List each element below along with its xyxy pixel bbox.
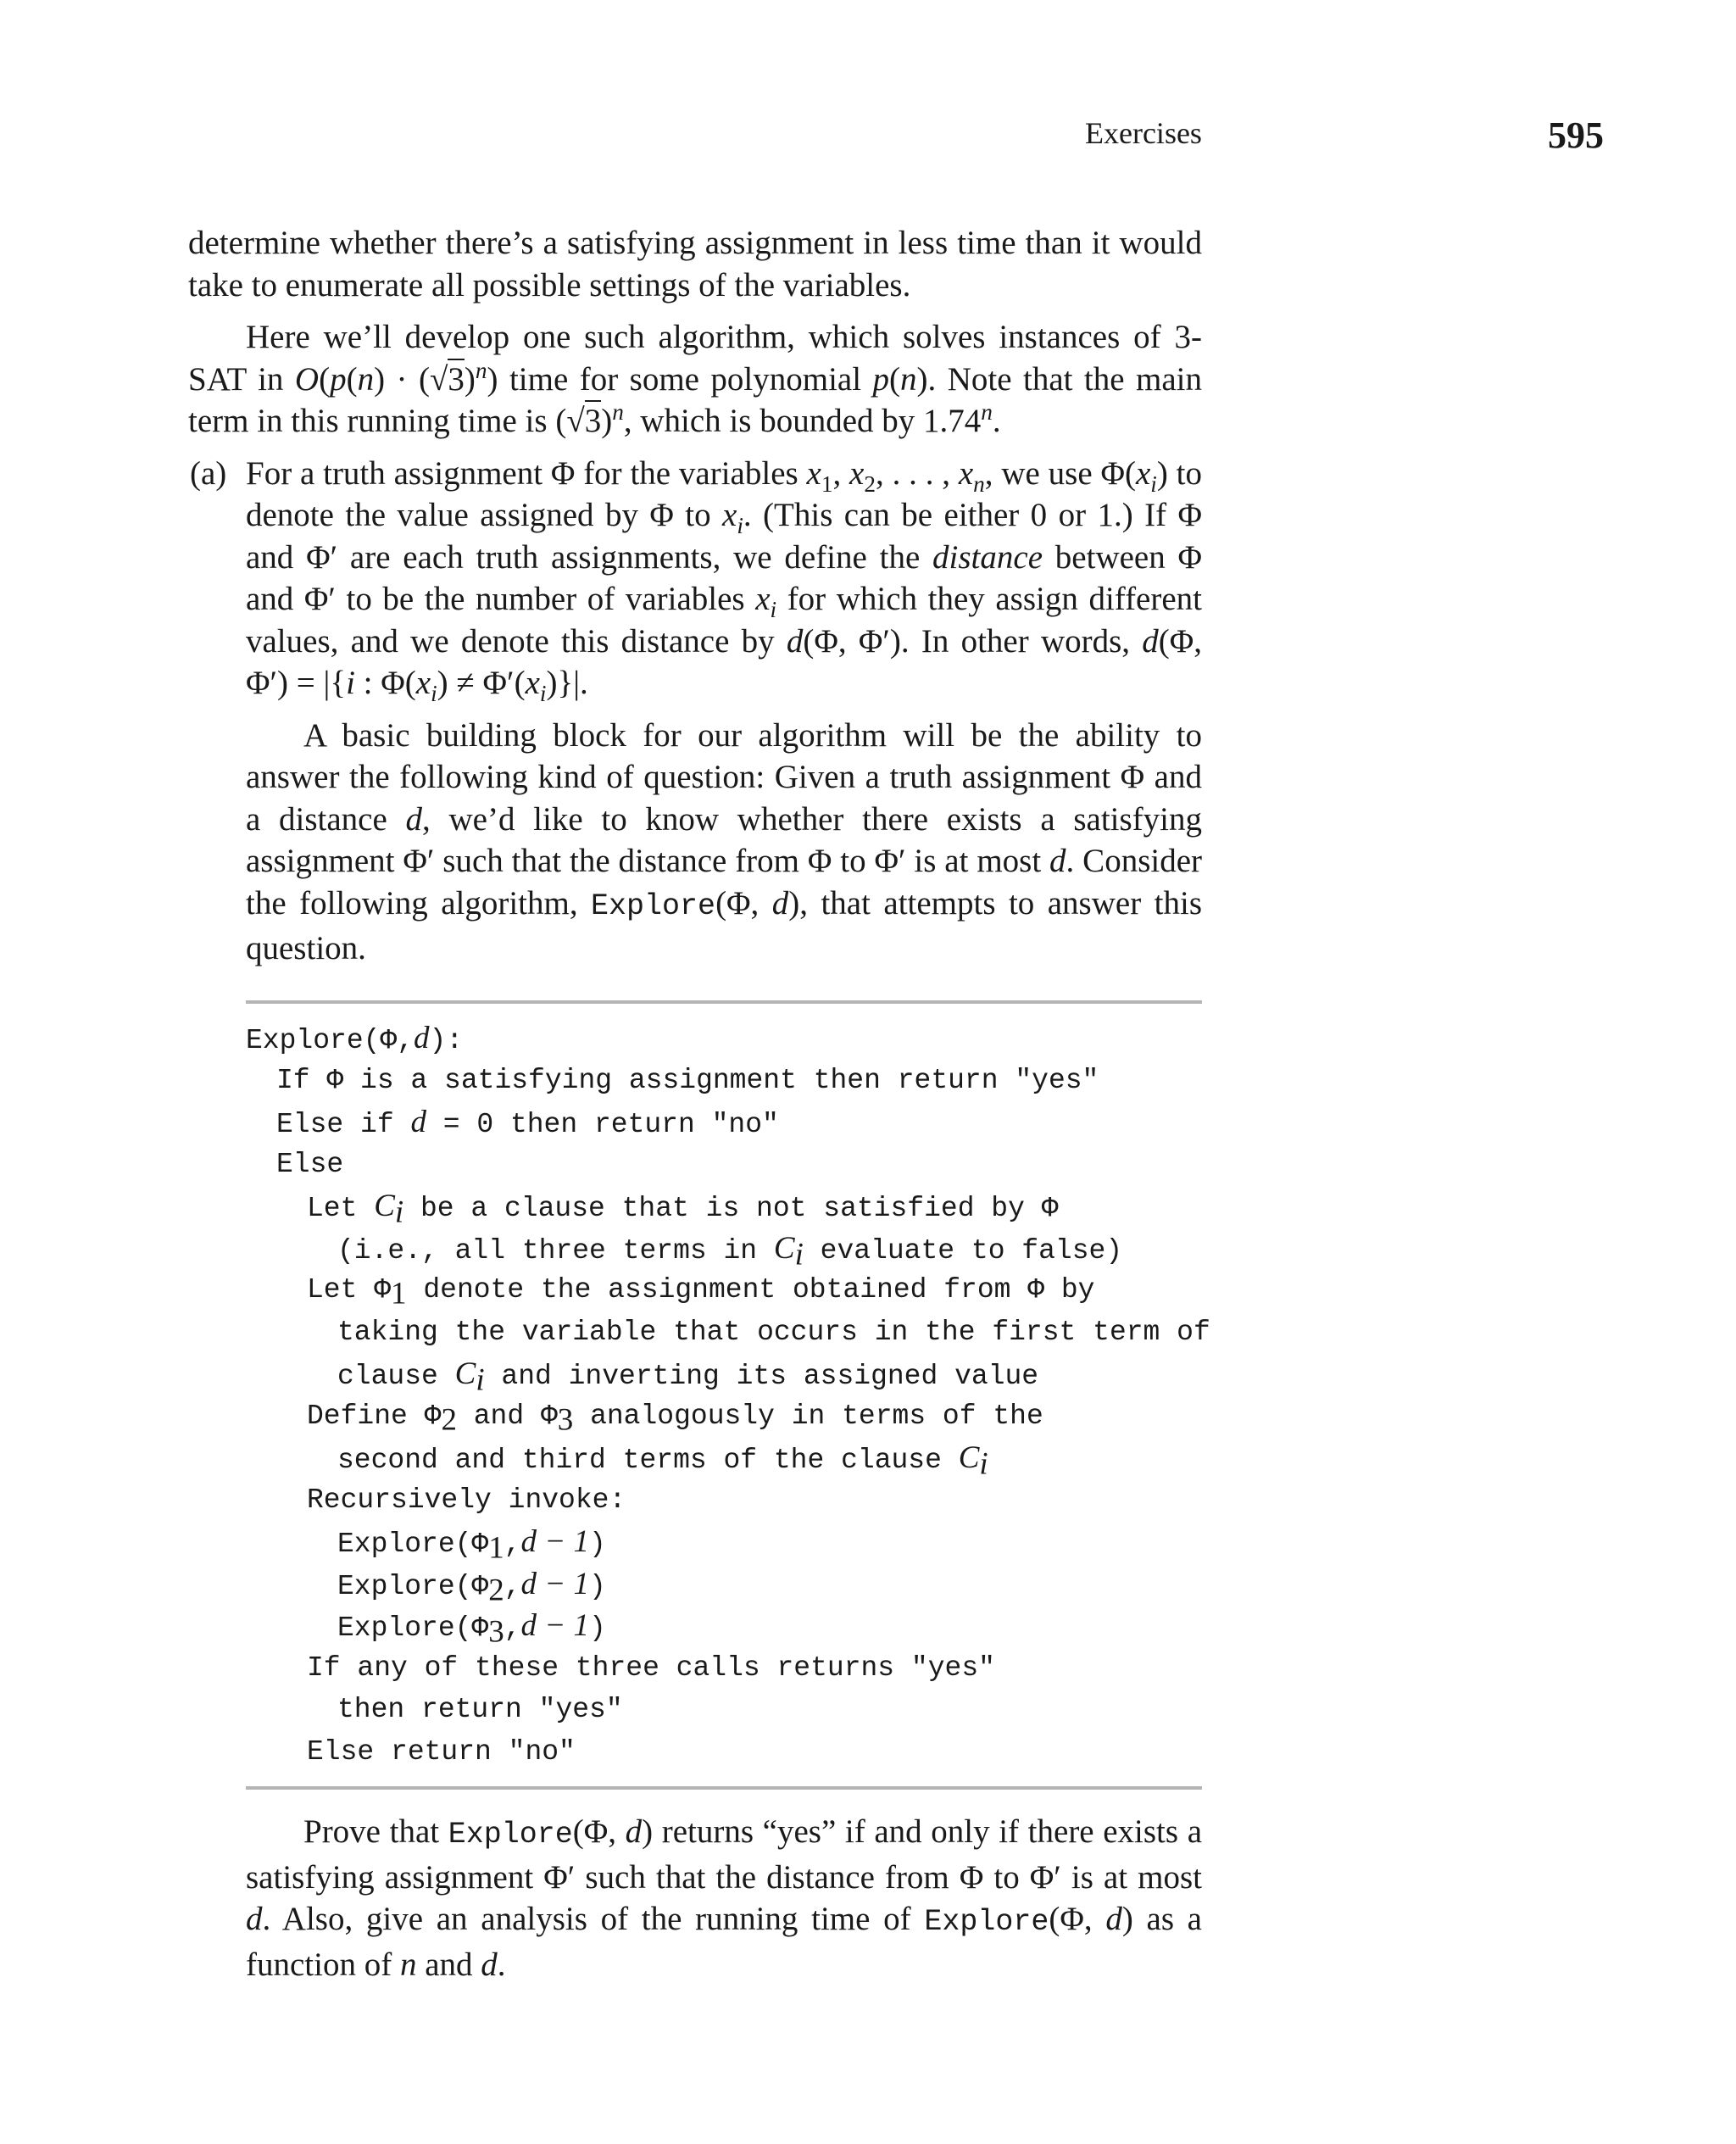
code-line-4: Else bbox=[276, 1148, 344, 1180]
code-line-2: If Φ is a satisfying assignment then return "yes" bbox=[276, 1064, 1099, 1096]
code-line-13: $Explore(\Phi_1,d - 1)$ bbox=[337, 1524, 606, 1566]
code-line-11: second and third terms of the clause $C_i$ bbox=[337, 1440, 988, 1482]
code-line-16: If any of these three calls returns "yes" bbox=[307, 1651, 995, 1684]
distance-term: distance bbox=[932, 538, 1043, 576]
item-a-label: (a) bbox=[190, 454, 227, 492]
body-text-top bbox=[188, 222, 1202, 980]
code-line-18: Else return "no" bbox=[307, 1735, 576, 1768]
code-line-8: taking the variable that occurs in the first term of bbox=[337, 1316, 1210, 1348]
code-line-12: Recursively invoke: bbox=[307, 1484, 626, 1516]
code-line-3: Else if d = 0 then return "no" bbox=[276, 1105, 779, 1140]
item-a-paragraph-2: A basic building block for our algorithm will be the ability to answer the following kind of question: Given a truth assignment Φ and a distance d, we’d like to know whether there exists a satisfying assignment Φ′ such that the distance from Φ to Φ′ is at most d. Consider the following algorithm, Explore(Φ, d), that attempts to answer this question. bbox=[246, 716, 1203, 966]
code-line-7: Let $\Phi_1$ denote the assignment obtained from Φ by bbox=[307, 1274, 1095, 1311]
page-number: 595 bbox=[1548, 114, 1604, 156]
code-line-15: $Explore(\Phi_3,d - 1)$ bbox=[337, 1608, 606, 1650]
item-a-paragraph-3: Prove that Explore(Φ, d) returns “yes” if and only if there exists a satisfying assignment Φ′ such that the distance from Φ to Φ′ is at most d. Also, give an analysis of the running time of Explore(Φ, d) as a function of n and d. bbox=[246, 1813, 1202, 1983]
item-a-continued bbox=[188, 1811, 1202, 1985]
running-head: Exercises bbox=[1085, 116, 1202, 150]
explore-inline: Explore bbox=[591, 888, 716, 923]
body-text-bottom bbox=[188, 1811, 1202, 1996]
bound-value: 1.74 bbox=[923, 403, 982, 439]
code-line-10: Define $\Phi_2$ and $\Phi_3$ analogously in terms of the bbox=[307, 1400, 1043, 1438]
intro-paragraph-2: Here we’ll develop one such algorithm, which solves instances of 3-SAT in $O(p(n) \cdot (√3)^n)$ time for some polynomial p(n). Note that the main term in this running time is $(√3)^n$, which is bounded by 1.74$^n$. bbox=[188, 319, 1203, 439]
code-line-9: clause $C_i$ and inverting its assigned value bbox=[337, 1356, 1039, 1398]
code-line-6: (i.e., all three terms in $C_i$ evaluate to false) bbox=[337, 1230, 1123, 1272]
runtime-expression: O bbox=[294, 360, 320, 398]
sqrt-three: √3 bbox=[566, 400, 601, 439]
intro-paragraph-1: determine whether there’s a satisfying assignment in less time than it would take to enumerate all possible settings of the variables. bbox=[188, 225, 1202, 304]
code-line-1: Explore(Φ,d): bbox=[246, 1021, 464, 1056]
item-a bbox=[188, 453, 1202, 970]
code-line-5: Let $C_i$ be a clause that is not satisfied by Φ bbox=[307, 1189, 1059, 1230]
pseudocode-block bbox=[246, 1000, 1210, 1790]
item-a-paragraph-1: For a truth assignment Φ for the variables $x_1$, $x_2$, . . . , $x_n$, we use $\Phi(x_i)$ to denote the value assigned by Φ to $x_i$. (This can be either 0 or 1.) If Φ and Φ′ are each truth assignments, we define the distance between Φ and Φ′ to be the number of variables $x_i$ for which they assign different values, and we denote this distance by d(Φ, Φ′). In other words, d(Φ, Φ′) = |{i : $\Phi(x_i) \ne \Phi'(x_i)\}|$. bbox=[246, 454, 1203, 706]
code-line-14: $Explore(\Phi_2,d - 1)$ bbox=[337, 1566, 606, 1608]
code-line-17: then return "yes" bbox=[337, 1694, 623, 1725]
